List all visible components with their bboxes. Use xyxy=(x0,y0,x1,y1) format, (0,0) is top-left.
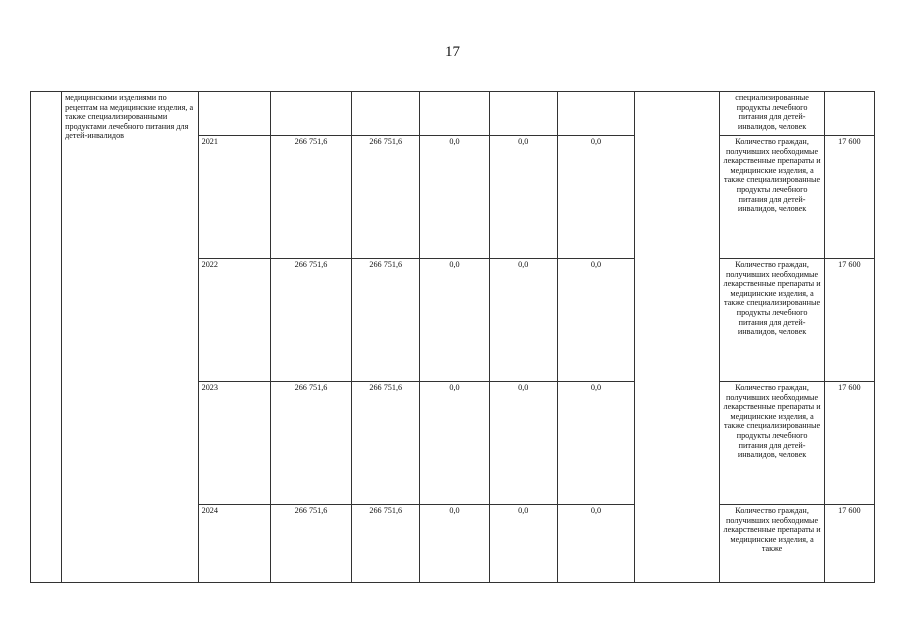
target-value: 17 600 xyxy=(824,505,874,583)
value-cell xyxy=(557,92,634,136)
page-number: 17 xyxy=(445,44,460,60)
program-table xyxy=(30,91,875,583)
other-sources-value: 0,0 xyxy=(557,259,634,382)
federal-budget-value: 0,0 xyxy=(420,259,489,382)
federal-budget-value: 0,0 xyxy=(420,136,489,259)
year-cell: 2022 xyxy=(198,259,270,382)
local-budget-value: 0,0 xyxy=(489,136,557,259)
total-value: 266 751,6 xyxy=(270,382,351,505)
regional-budget-value: 266 751,6 xyxy=(352,136,420,259)
indicator-cell xyxy=(720,136,824,259)
value-cell xyxy=(489,92,557,136)
other-sources-value: 0,0 xyxy=(557,382,634,505)
federal-budget-value: 0,0 xyxy=(420,382,489,505)
target-value: 17 600 xyxy=(824,136,874,259)
value-cell xyxy=(270,92,351,136)
regional-budget-value: 266 751,6 xyxy=(352,259,420,382)
total-value: 266 751,6 xyxy=(270,505,351,583)
activity-description-cell xyxy=(62,92,198,583)
indicator-text: Количество граждан, получивших необходимые лекарственные препараты и медицинские изделия, а также специализированные продукты лечебного питания для детей-инвалидов, человек xyxy=(723,137,821,214)
activity-description: медицинскими изделиями по рецептам на медицинские изделия, а также специализированными продуктами лечебного питания для детей-инвалидов xyxy=(65,93,194,141)
value-cell xyxy=(420,92,489,136)
regional-budget-value: 266 751,6 xyxy=(352,505,420,583)
indicator-cell xyxy=(720,259,824,382)
regional-budget-value: 266 751,6 xyxy=(352,382,420,505)
target-cell xyxy=(824,92,874,136)
target-value: 17 600 xyxy=(824,259,874,382)
table-row xyxy=(31,92,875,136)
total-value: 266 751,6 xyxy=(270,259,351,382)
year-cell xyxy=(198,92,270,136)
other-sources-value: 0,0 xyxy=(557,505,634,583)
federal-budget-value: 0,0 xyxy=(420,505,489,583)
local-budget-value: 0,0 xyxy=(489,382,557,505)
indicator-text: Количество граждан, получивших необходимые лекарственные препараты и медицинские изделия, а также xyxy=(723,506,821,554)
indicator-text: Количество граждан, получивших необходимые лекарственные препараты и медицинские изделия, а также специализированные продукты лечебного питания для детей-инвалидов, человек xyxy=(723,383,821,460)
year-cell: 2021 xyxy=(198,136,270,259)
indicator-cell xyxy=(720,382,824,505)
executor-cell xyxy=(635,92,720,583)
value-cell xyxy=(352,92,420,136)
year-cell: 2024 xyxy=(198,505,270,583)
year-cell: 2023 xyxy=(198,382,270,505)
other-sources-value: 0,0 xyxy=(557,136,634,259)
local-budget-value: 0,0 xyxy=(489,505,557,583)
local-budget-value: 0,0 xyxy=(489,259,557,382)
total-value: 266 751,6 xyxy=(270,136,351,259)
indicator-cell xyxy=(720,505,824,583)
indicator-text: Количество граждан, получивших необходимые лекарственные препараты и медицинские изделия, а также специализированные продукты лечебного питания для детей-инвалидов, человек xyxy=(723,260,821,337)
indicator-cell xyxy=(720,92,824,136)
index-cell xyxy=(31,92,62,583)
indicator-text: специализированные продукты лечебного питания для детей-инвалидов, человек xyxy=(735,93,809,131)
target-value: 17 600 xyxy=(824,382,874,505)
